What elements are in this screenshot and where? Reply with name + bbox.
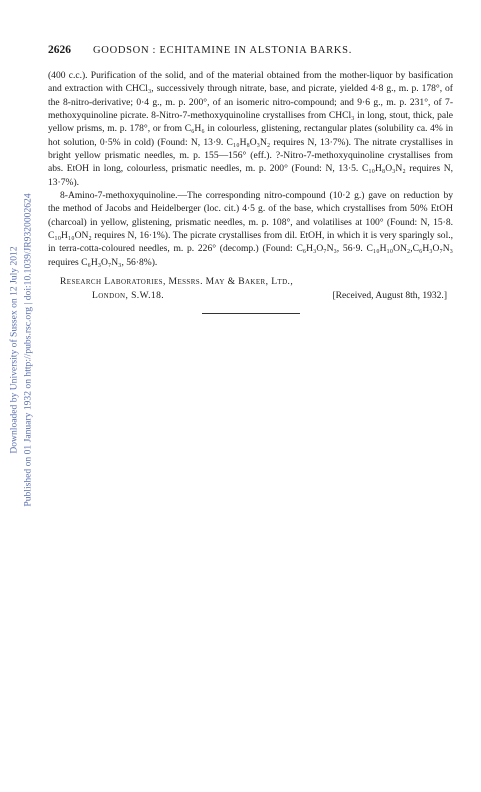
published-notice: Published on 01 January 1932 on http://pubs.rsc.org | doi:10.1039/JR9320002624 (22, 193, 34, 507)
running-title: GOODSON : ECHITAMINE IN ALSTONIA BARKS. (93, 45, 353, 56)
affiliation-city: London, S.W.18. (92, 289, 165, 301)
affiliation-laboratory: Research Laboratories, Messrs. May & Baker, Ltd., (60, 276, 294, 288)
paragraph-nitration: (400 c.c.). Purification of the solid, and of the material obtained from the mother-liquor by basification and extraction with CHCl₃, successively through nitrate, base, and picrate, yielded 4·8 g., m. p. 178°, of the 8-nitro-derivative; 0·4 g., m. p. 200°, of an isomeric nitro-compound; and 9·6 g., m. p. 231°, of 7-methoxyquinoline picrate. 8-Nitro-7-methoxyquinoline crystallises from CHCl₃ in long, stout, thick, pale yellow prisms, m. p. 178°, or from C₆H₆ in colourless, glistening, rectangular plates (solubility ca. 4% in hot solution, 0·5% in cold) (Found: N, 13·9. C₁₀H₈O₃N₂ requires N, 13·7%). The nitrate crystallises in bright yellow prismatic needles, m. p. 155—156° (eff.). ?-Nitro-7-methoxyquinoline crystallises from abs. EtOH in long, colourless, prismatic needles, m. p. 200° (Found: N, 13·5. C₁₀H₈O₃N₂ requires N, 13·7%). (48, 70, 453, 188)
received-date: [Received, August 8th, 1932.] (332, 289, 447, 301)
download-notice (0, 160, 40, 540)
end-rule (202, 313, 300, 314)
journal-page (48, 44, 453, 314)
running-header (48, 44, 453, 60)
paragraph-amino: 8-Amino-7-methoxyquinoline.—The corresponding nitro-compound (10·2 g.) gave on reduction by the method of Jacobs and Heidelberger (loc. cit.) 4·5 g. of the base, which crystallises from 50% EtOH (charcoal) in yellow, glistening, prismatic needles, m. p. 108°, and volatilises at 100° (Found: N, 15·8. C₁₀H₁₀ON₂ requires N, 16·1%). The picrate crystallises from dil. EtOH, in which it is very sparingly sol., in terra-cotta-coloured needles, m. p. 226° (decomp.) (Found: C₆H₃O₇N₃, 56·9. C₁₀H₁₀ON₂,C₆H₃O₇N₃ requires C₆H₃O₇N₃, 56·8%). (48, 190, 453, 268)
article-body (48, 69, 453, 269)
affiliation-block (48, 275, 453, 302)
affiliation-row (48, 289, 453, 302)
page-number: 2626 (48, 44, 71, 56)
downloaded-notice: Downloaded by University of Sussex on 12 July 2012 (8, 246, 20, 454)
